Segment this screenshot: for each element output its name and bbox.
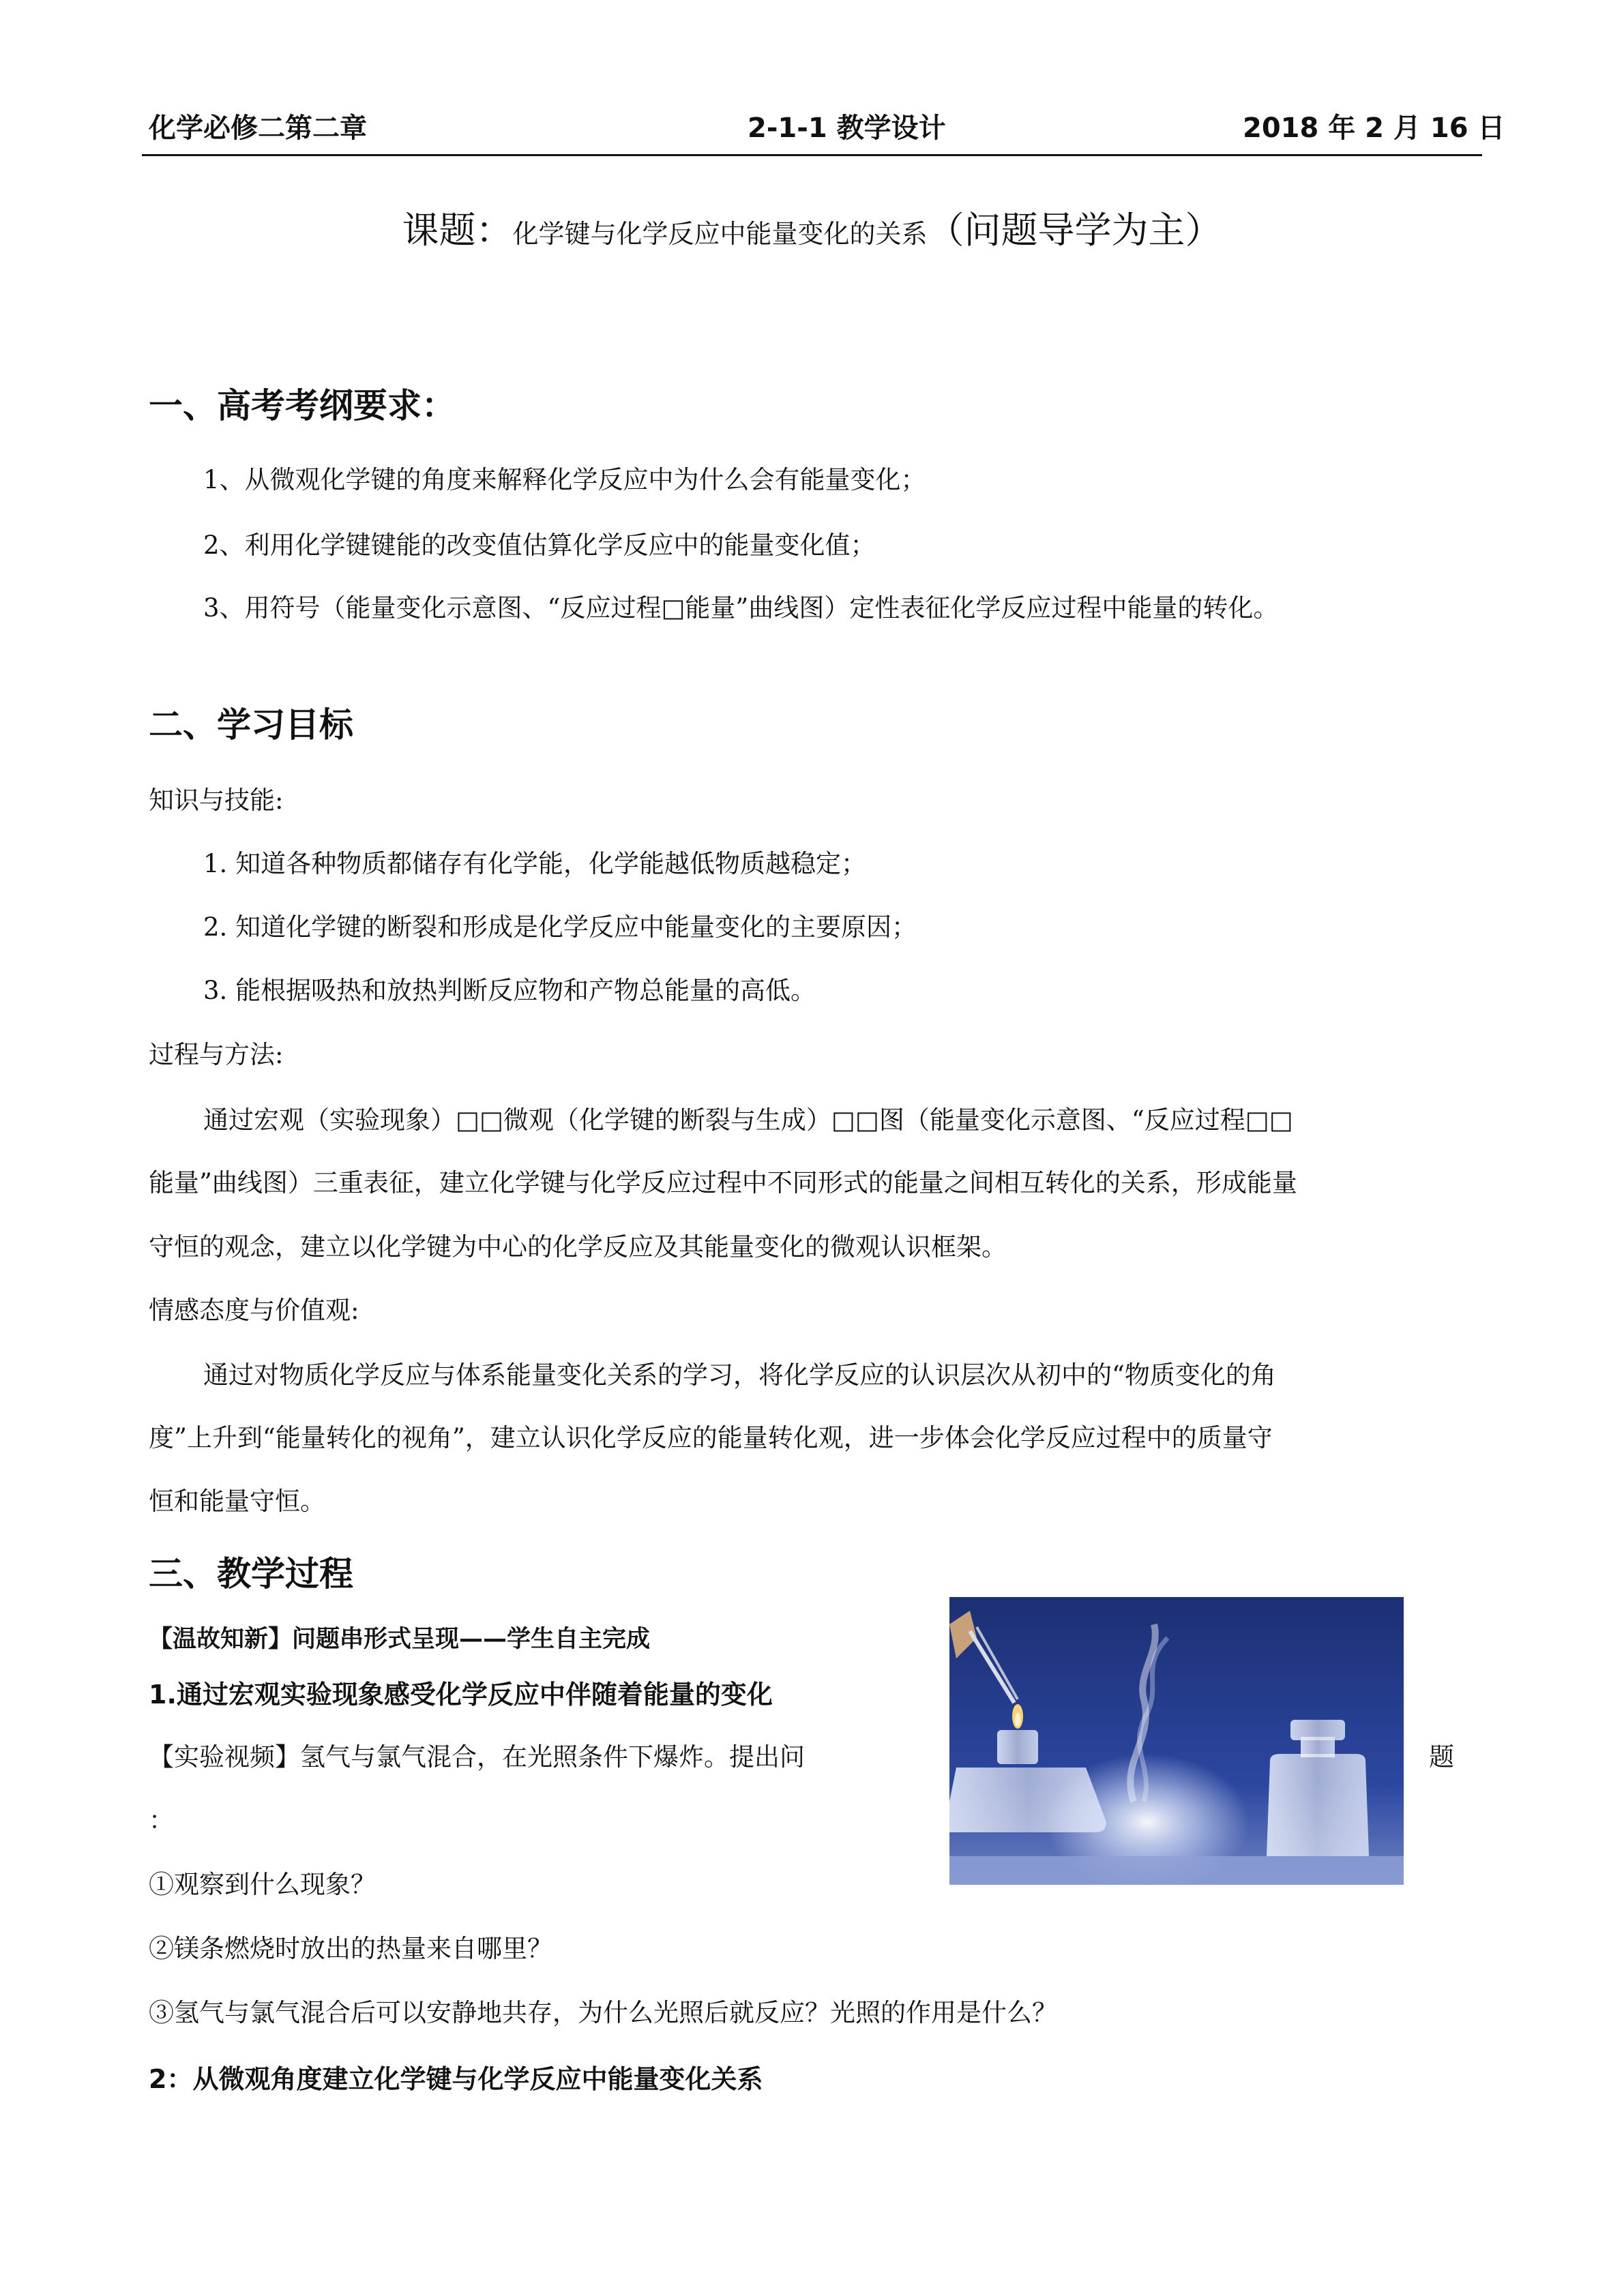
section1-heading: 一、高考考纲要求： (149, 385, 456, 426)
video-text-colon: ： (149, 1806, 174, 1835)
section1-item-1: 1、从微观化学键的角度来解释化学反应中为什么会有能量变化； (203, 465, 926, 494)
section3-heading: 三、教学过程 (149, 1553, 353, 1594)
experiment-photo-illustration (949, 1597, 1404, 1885)
experiment-photo (949, 1597, 1404, 1885)
knowledge-item-1: 1. 知道各种物质都储存有化学能，化学能越低物质越稳定； (203, 849, 867, 878)
header-center: 2-1-1 教学设计 (748, 113, 946, 144)
header-rule (142, 154, 1482, 156)
review-line: 【温故知新】问题串形式呈现——学生自主完成 (149, 1626, 651, 1653)
question-2: ②镁条燃烧时放出的热量来自哪里？ (149, 1934, 552, 1963)
process-line-1: 通过宏观（实验现象）□□微观（化学键的断裂与生成）□□图（能量变化示意图、“反应过程□□ (203, 1105, 1293, 1135)
process-label: 过程与方法: (149, 1040, 284, 1069)
title-topic: 化学键与化学反应中能量变化的关系 (512, 219, 928, 249)
knowledge-label: 知识与技能: (149, 786, 284, 815)
emotion-line-1: 通过对物质化学反应与体系能量变化关系的学习，将化学反应的认识层次从初中的“物质变化的角 (203, 1360, 1276, 1390)
process-line-2: 能量”曲线图）三重表征，建立化学键与化学反应过程中不同形式的能量之间相互转化的关系，形成能量 (149, 1168, 1297, 1197)
video-text: 【实验视频】氢气与氯气混合，在光照条件下爆炸。提出问 (149, 1742, 805, 1772)
question-1: ①观察到什么现象？ (149, 1870, 376, 1899)
emotion-line-3: 恒和能量守恒。 (149, 1487, 325, 1516)
video-text-tail: 题 (1429, 1742, 1454, 1772)
section1-item-3: 3、用符号（能量变化示意图、“反应过程□能量”曲线图）定性表征化学反应过程中能量的转化。 (203, 593, 1279, 623)
knowledge-item-2: 2. 知道化学键的断裂和形成是化学反应中能量变化的主要原因； (203, 912, 917, 942)
header-left: 化学必修二第二章 (149, 113, 367, 144)
emotion-line-2: 度”上升到“能量转化的视角”，建立认识化学反应的能量转化观，进一步体会化学反应过程中的质量守 (149, 1423, 1273, 1452)
step1-heading: 1.通过宏观实验现象感受化学反应中伴随着能量的变化 (149, 1680, 773, 1710)
knowledge-item-3: 3. 能根据吸热和放热判断反应物和产物总能量的高低。 (203, 976, 816, 1005)
header-right: 2018 年 2 月 16 日 (1243, 113, 1505, 144)
step2-heading: 2：从微观角度建立化学键与化学反应中能量变化关系 (149, 2064, 763, 2094)
title-prefix: 课题： (402, 209, 513, 252)
emotion-label: 情感态度与价值观: (149, 1296, 359, 1325)
process-line-3: 守恒的观念，建立以化学键为中心的化学反应及其能量变化的微观认识框架。 (149, 1232, 1007, 1262)
title-suffix: （问题导学为主） (927, 209, 1222, 252)
page-title (0, 209, 1624, 253)
question-3: ③氢气与氯气混合后可以安静地共存，为什么光照后就反应？光照的作用是什么？ (149, 1998, 1057, 2027)
section2-heading: 二、学习目标 (149, 704, 353, 745)
section1-item-2: 2、利用化学键键能的改变值估算化学反应中的能量变化值； (203, 531, 876, 560)
